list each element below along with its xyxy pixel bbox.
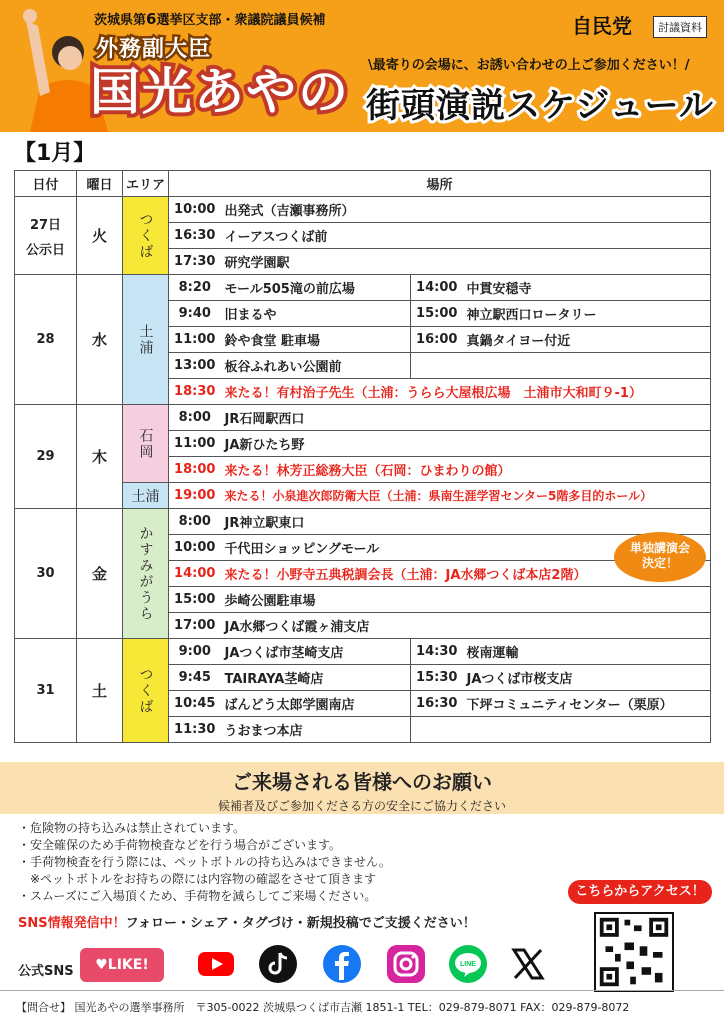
place-cell: 鈴や食堂 駐車場 xyxy=(221,327,411,353)
notice-list xyxy=(18,820,391,905)
list-item: ・危険物の持ち込みは禁止されています。 xyxy=(18,821,246,835)
candidate-subtitle: 茨城県第6選挙区支部・衆議院議員候補 xyxy=(94,10,326,28)
place-cell: 来たる！小泉進次郎防衛大臣（土浦：県南生涯学習センター5階多目的ホール） xyxy=(221,483,711,509)
place-cell: ばんどう太郎学園南店 xyxy=(221,691,411,717)
table-row xyxy=(15,405,711,431)
place-cell: 出発式（吉瀬事務所） xyxy=(221,197,711,223)
date-cell: 28 xyxy=(15,275,77,405)
header-date: 日付 xyxy=(15,171,77,197)
dow-cell: 水 xyxy=(77,275,123,405)
time-cell xyxy=(411,717,463,743)
place-cell: 来たる！小野寺五典税調会長（土浦：JA水郷つくば本店2階） xyxy=(221,561,711,587)
sns-banner xyxy=(18,912,476,931)
official-sns-label: 公式SNS xyxy=(18,964,74,979)
time-cell: 13:00 xyxy=(169,353,221,379)
place-cell: JR神立駅東口 xyxy=(221,509,711,535)
line-icon[interactable] xyxy=(448,944,488,984)
dow-cell: 土 xyxy=(77,639,123,743)
time-cell: 16:30 xyxy=(169,223,221,249)
time-cell: 17:00 xyxy=(169,613,221,639)
time-cell: 16:30 xyxy=(411,691,463,717)
access-label: こちらからアクセス！ xyxy=(568,880,712,904)
schedule-title: 街頭演説スケジュール xyxy=(366,86,714,126)
time-cell: 15:30 xyxy=(411,665,463,691)
place-cell: 旧まるや xyxy=(221,301,411,327)
party-name: 自民党 xyxy=(572,14,632,38)
place-cell: 下坪コミュニティセンター（栗原） xyxy=(463,691,711,717)
place-cell: うおまつ本店 xyxy=(221,717,411,743)
place-cell: 研究学園駅 xyxy=(221,249,711,275)
place-cell: 来たる！有村治子先生（土浦：うらら大屋根広場 土浦市大和町９-1） xyxy=(221,379,711,405)
time-cell: 9:45 xyxy=(169,665,221,691)
tiktok-icon[interactable] xyxy=(258,944,298,984)
place-cell: 神立駅西口ロータリー xyxy=(463,301,711,327)
list-item: ・スムーズにご入場頂くため、手荷物を減らしてご来場ください。 xyxy=(18,889,377,903)
header-place: 場所 xyxy=(169,171,711,197)
place-cell: イーアスつくば前 xyxy=(221,223,711,249)
place-cell: 中貫安穏寺 xyxy=(463,275,711,301)
schedule-table xyxy=(14,170,711,743)
place-cell: JR石岡駅西口 xyxy=(221,405,711,431)
table-row xyxy=(15,639,711,665)
place-cell xyxy=(463,353,711,379)
list-item: ※ペットボトルをお持ちの際には内容物の確認をさせて頂きます xyxy=(18,872,377,886)
place-cell: モール505滝の前広場 xyxy=(221,275,411,301)
sns-label: SNS情報発信中！ xyxy=(18,916,126,931)
candidate-role: 外務副大臣 xyxy=(96,37,212,62)
time-cell: 14:30 xyxy=(411,639,463,665)
time-cell: 9:40 xyxy=(169,301,221,327)
area-cell: つくば xyxy=(123,197,169,275)
time-cell: 17:30 xyxy=(169,249,221,275)
place-cell: 来たる！林芳正総務大臣（石岡：ひまわりの館） xyxy=(221,457,711,483)
time-cell: 19:00 xyxy=(169,483,221,509)
sns-message: フォロー・シェア・タグづけ・新規投稿でご支援ください！ xyxy=(125,916,476,931)
dow-cell: 木 xyxy=(77,405,123,509)
area-cell: 石岡 xyxy=(123,405,169,483)
time-cell: 11:00 xyxy=(169,327,221,353)
party-tag: 討議資料 xyxy=(653,16,707,38)
place-cell: TAIRAYA茎崎店 xyxy=(221,665,411,691)
instagram-icon[interactable] xyxy=(386,944,426,984)
area-cell: つくば xyxy=(123,639,169,743)
x-icon[interactable] xyxy=(508,944,548,984)
place-cell xyxy=(463,717,711,743)
time-cell: 10:00 xyxy=(169,535,221,561)
place-cell: 千代田ショッピングモール xyxy=(221,535,711,561)
time-cell: 10:00 xyxy=(169,197,221,223)
dow-cell: 火 xyxy=(77,197,123,275)
notice-banner xyxy=(0,762,724,814)
time-cell: 11:30 xyxy=(169,717,221,743)
time-cell xyxy=(411,353,463,379)
place-cell: JA水郷つくば霞ヶ浦支店 xyxy=(221,613,711,639)
date-cell: 31 xyxy=(15,639,77,743)
time-cell: 11:00 xyxy=(169,431,221,457)
place-cell: JAつくば市茎崎支店 xyxy=(221,639,411,665)
time-cell: 14:00 xyxy=(169,561,221,587)
place-cell: 板谷ふれあい公園前 xyxy=(221,353,411,379)
place-cell: 桜南運輸 xyxy=(463,639,711,665)
qr-code-icon[interactable] xyxy=(594,912,674,992)
notice-title: ご来場される皆様へのお願い xyxy=(232,770,492,794)
table-row xyxy=(15,509,711,535)
area-cell: 土浦 xyxy=(123,483,169,509)
solo-lecture-badge: 単独講演会 決定！ xyxy=(614,532,706,582)
place-cell: JAつくば市桜支店 xyxy=(463,665,711,691)
place-cell: 真鍋タイヨー付近 xyxy=(463,327,711,353)
notice-subtitle: 候補者及びご参加くださる方の安全にご協力ください xyxy=(217,799,506,813)
time-cell: 15:00 xyxy=(169,587,221,613)
time-cell: 8:00 xyxy=(169,405,221,431)
svg-text:LINE: LINE xyxy=(460,961,476,968)
dow-cell: 金 xyxy=(77,509,123,639)
like-button[interactable]: ♥LIKE! xyxy=(80,948,164,982)
place-cell: 歩崎公園駐車場 xyxy=(221,587,711,613)
table-row xyxy=(15,275,711,301)
area-cell: 土浦 xyxy=(123,275,169,405)
area-cell: かすみがうら xyxy=(123,509,169,639)
footer-contact: 【問合せ】 国光あやの選挙事務所 〒305-0022 茨城県つくば市吉瀬 1851-1 TEL：029-879-8071 FAX：029-879-8072 xyxy=(0,990,724,1024)
time-cell: 9:00 xyxy=(169,639,221,665)
time-cell: 18:00 xyxy=(169,457,221,483)
list-item: ・安全確保のため手荷物検査などを行う場合がございます。 xyxy=(18,838,342,852)
youtube-icon[interactable] xyxy=(196,944,236,984)
time-cell: 15:00 xyxy=(411,301,463,327)
table-header-row xyxy=(15,171,711,197)
time-cell: 18:30 xyxy=(169,379,221,405)
time-cell: 8:00 xyxy=(169,509,221,535)
date-cell: 27日 公示日 xyxy=(15,197,77,275)
table-row xyxy=(15,197,711,223)
header-dow: 曜日 xyxy=(77,171,123,197)
date-cell: 29 xyxy=(15,405,77,509)
facebook-icon[interactable] xyxy=(322,944,362,984)
place-cell: JA新ひたち野 xyxy=(221,431,711,457)
time-cell: 8:20 xyxy=(169,275,221,301)
list-item: ・手荷物検査を行う際には、ペットボトルの持ち込みはできません。 xyxy=(18,855,391,869)
time-cell: 14:00 xyxy=(411,275,463,301)
month-label: 【1月】 xyxy=(14,141,96,166)
invite-text: \最寄りの会場に、お誘い合わせの上ご参加ください！/ xyxy=(368,58,690,73)
time-cell: 16:00 xyxy=(411,327,463,353)
date-cell: 30 xyxy=(15,509,77,639)
candidate-name: 国光あやの xyxy=(90,63,350,121)
header-area: エリア xyxy=(123,171,169,197)
header xyxy=(0,0,724,132)
time-cell: 10:45 xyxy=(169,691,221,717)
